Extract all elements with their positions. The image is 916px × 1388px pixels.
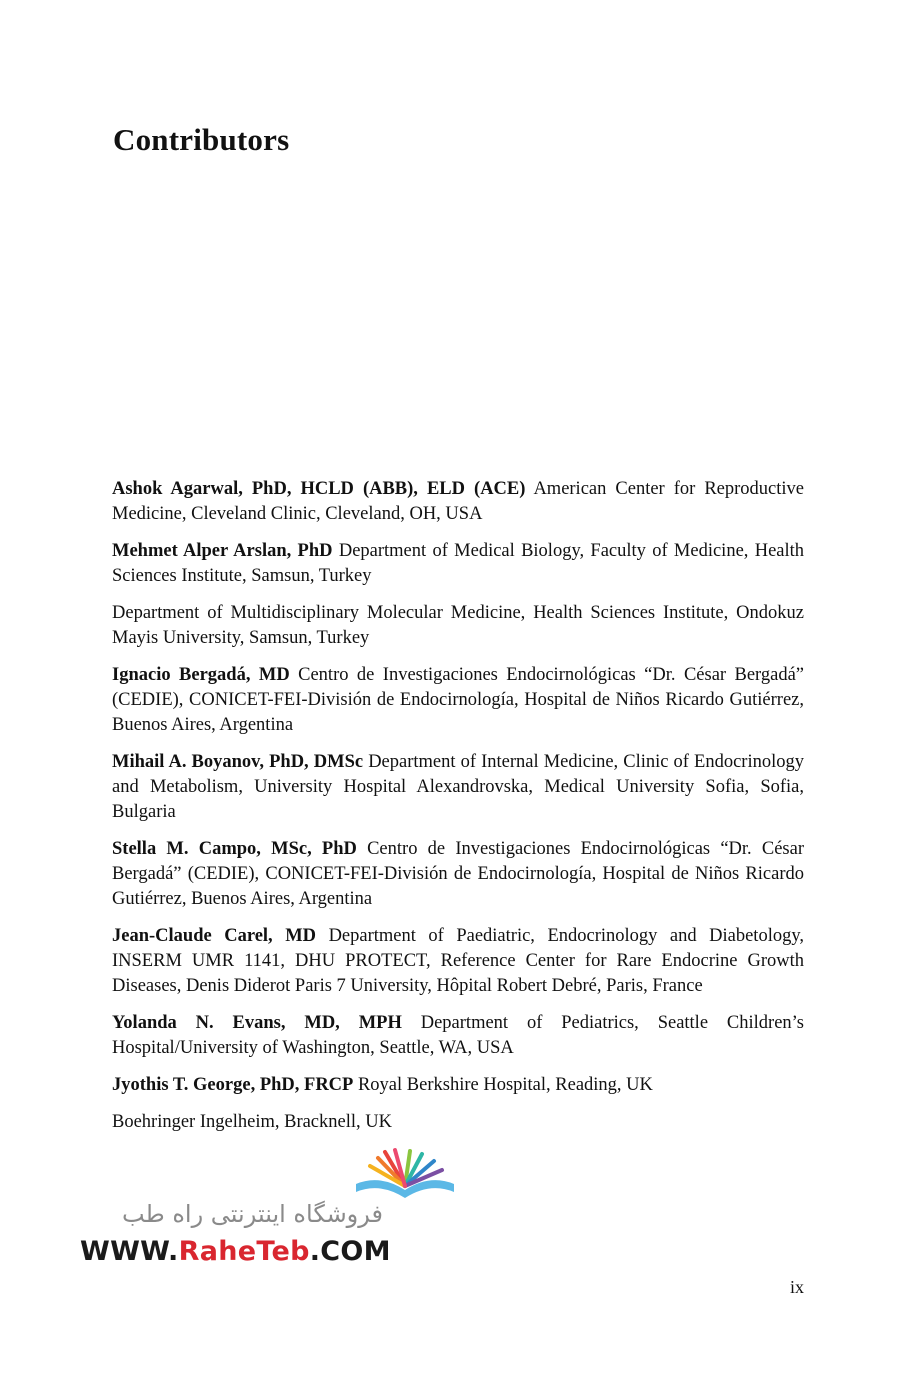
- contributor-entry: [112, 663, 804, 738]
- contributor-entry: [112, 1110, 804, 1135]
- watermark: [78, 1146, 391, 1276]
- watermark-url-suffix: .COM: [309, 1236, 391, 1267]
- contributors-list: [112, 477, 804, 1147]
- contributor-entry: [112, 477, 804, 527]
- contributor-name: Ignacio Bergadá, MD: [112, 665, 290, 685]
- contributor-affiliation: Department of Paediatric, Endocrinology and Diabetology, INSERM UMR 1141, DHU PROTECT, Reference Center for Rare Endocrine Growth Diseases, Denis Diderot Paris 7 University, Hôpital Robert Debré, Paris, France: [112, 926, 805, 996]
- watermark-store-name: فروشگاه اینترنتی راه طب: [122, 1200, 383, 1228]
- contributor-name: Mihail A. Boyanov, PhD, DMSc: [112, 752, 364, 772]
- contributor-entry: [112, 750, 804, 825]
- contributor-affiliation: American Center for Reproductive Medicine, Cleveland Clinic, Cleveland, OH, USA: [112, 479, 805, 524]
- contributor-name: Mehmet Alper Arslan, PhD: [112, 541, 333, 561]
- contributor-name: Jean-Claude Carel, MD: [112, 926, 317, 946]
- open-book-logo-icon: [350, 1146, 460, 1201]
- contributor-affiliation: Royal Berkshire Hospital, Reading, UK: [357, 1075, 653, 1095]
- page-number: ix: [789, 1277, 804, 1297]
- contributor-entry: [112, 539, 804, 589]
- contributor-name: Stella M. Campo, MSc, PhD: [112, 839, 357, 859]
- contributor-entry: [112, 601, 804, 651]
- contributor-affiliation: Centro de Investigaciones Endocirnológicas “Dr. César Bergadá” (CEDIE), CONICET-FEI-División de Endocirnología, Hospital de Niños Ricardo Gutiérrez, Buenos Aires, Argentina: [112, 839, 804, 909]
- contributor-affiliation: Boehringer Ingelheim, Bracknell, UK: [112, 1112, 392, 1132]
- contributor-name: Yolanda N. Evans, MD, MPH: [112, 1013, 402, 1033]
- watermark-url-prefix: WWW.: [80, 1236, 179, 1267]
- contributor-entry: [112, 837, 804, 912]
- contributor-affiliation: Department of Medical Biology, Faculty of Medicine, Health Sciences Institute, Samsun, Turkey: [112, 541, 805, 586]
- contributor-affiliation: Department of Internal Medicine, Clinic of Endocrinology and Metabolism, University Hospital Alexandrovska, Medical University Sofia, Sofia, Bulgaria: [112, 752, 805, 822]
- contributor-entry: [112, 1073, 804, 1098]
- contributor-entry: [112, 924, 804, 999]
- watermark-url-brand: RaheTeb: [178, 1236, 310, 1267]
- watermark-url: [80, 1236, 391, 1267]
- contributor-name: Ashok Agarwal, PhD, HCLD (ABB), ELD (ACE): [112, 479, 526, 499]
- page-title: Contributors: [113, 122, 290, 157]
- contributor-affiliation: Centro de Investigaciones Endocirnológicas “Dr. César Bergadá” (CEDIE), CONICET-FEI-División de Endocirnología, Hospital de Niños Ricardo Gutiérrez, Buenos Aires, Argentina: [112, 665, 804, 735]
- contributor-entry: [112, 1011, 804, 1061]
- contributor-affiliation: Department of Multidisciplinary Molecular Medicine, Health Sciences Institute, Ondokuz Mayis University, Samsun, Turkey: [112, 603, 804, 648]
- contributor-name: Jyothis T. George, PhD, FRCP: [112, 1075, 354, 1095]
- contributor-affiliation: Department of Pediatrics, Seattle Children’s Hospital/University of Washington, Seattle, WA, USA: [112, 1013, 804, 1058]
